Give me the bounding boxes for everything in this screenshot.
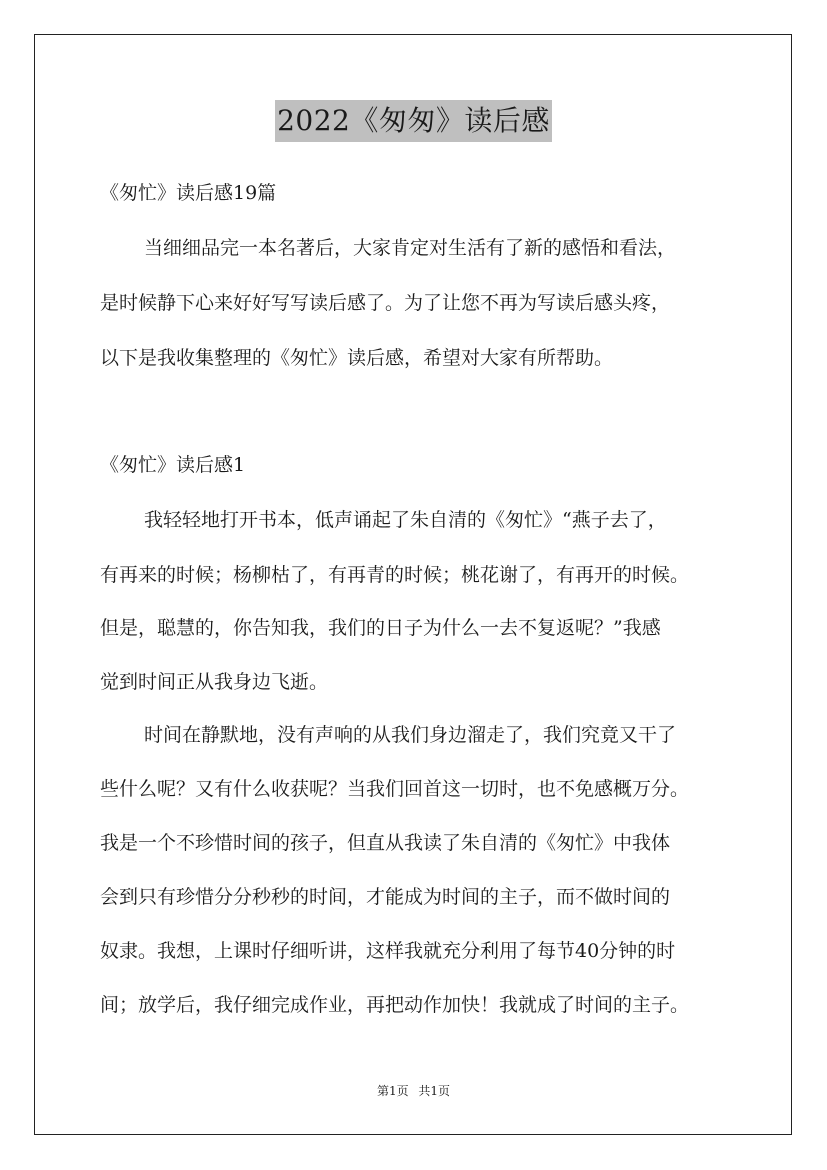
paragraph-line: 会到只有珍惜分分秒秒的时间，才能成为时间的主子，而不做时间的: [100, 886, 671, 908]
subtitle-line: 《匆忙》读后感19篇: [100, 182, 277, 204]
document-title: 2022《匆匆》读后感: [275, 100, 552, 142]
paragraph-line: 奴隶。我想，上课时仔细听讲，这样我就充分利用了每节40分钟的时: [100, 940, 676, 962]
paragraph-line: 但是，聪慧的，你告知我，我们的日子为什么一去不复返呢？”我感: [100, 617, 661, 639]
paragraph-line: 我是一个不珍惜时间的孩子，但直从我读了朱自清的《匆忙》中我体: [100, 832, 671, 854]
paragraph-line: 时间在静默地，没有声响的从我们身边溜走了，我们究竟又干了: [144, 724, 677, 746]
page-footer: [0, 1083, 827, 1099]
paragraph-line: 间；放学后，我仔细完成作业，再把动作加快！我就成了时间的主子。: [100, 994, 690, 1016]
paragraph-line: 有再来的时候；杨柳枯了，有再青的时候；桃花谢了，有再开的时候。: [100, 564, 690, 586]
paragraph-line: 以下是我收集整理的《匆忙》读后感，希望对大家有所帮助。: [100, 347, 614, 369]
paragraph-line: 是时候静下心来好好写写读后感了。为了让您不再为写读后感头疼，: [100, 292, 671, 314]
paragraph-line: 觉到时间正从我身边飞逝。: [100, 671, 329, 693]
paragraph-line: 我轻轻地打开书本，低声诵起了朱自清的《匆忙》“燕子去了，: [144, 509, 667, 531]
page-total: 共1页: [418, 1084, 451, 1098]
paragraph-line: 当细细品完一本名著后，大家肯定对生活有了新的感悟和看法，: [144, 237, 677, 259]
title-container: [0, 100, 827, 142]
section-heading: 《匆忙》读后感1: [100, 454, 246, 476]
paragraph-line: 些什么呢？又有什么收获呢？当我们回首这一切时，也不免感概万分。: [100, 778, 690, 800]
page-number: 第1页: [376, 1084, 409, 1098]
